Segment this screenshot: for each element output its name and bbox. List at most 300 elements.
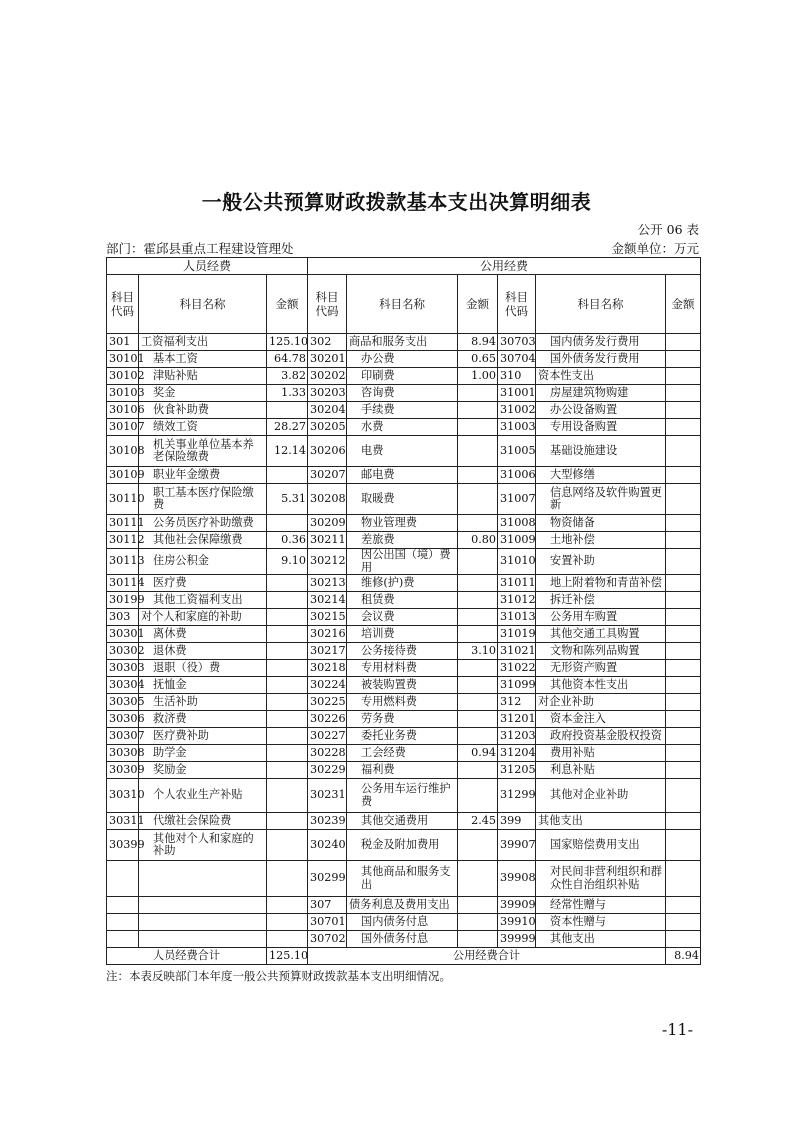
cell-name: 手续费 <box>347 402 458 419</box>
cell-name: 其他支出 <box>536 813 666 830</box>
cell-code: 30299 <box>308 861 347 897</box>
cell-code: 30311 <box>107 813 139 830</box>
cell-name: 电费 <box>347 436 458 467</box>
cell-name: 专用材料费 <box>347 660 458 677</box>
cell-amount <box>458 728 498 745</box>
cell-code: 30239 <box>308 813 347 830</box>
cell-code: 30214 <box>308 592 347 609</box>
cell-code: 30114 <box>107 575 139 592</box>
cell-code: 30201 <box>308 351 347 368</box>
cell-name: 拆迁补偿 <box>536 592 666 609</box>
cell-amount <box>666 813 701 830</box>
cell-code: 30704 <box>498 351 536 368</box>
table-row <box>107 549 701 575</box>
table-row <box>107 931 701 948</box>
cell-amount <box>666 711 701 728</box>
cell-name: 救济费 <box>139 711 267 728</box>
cell-code: 30212 <box>308 549 347 575</box>
cell-code: 30302 <box>107 643 139 660</box>
cell-amount <box>458 467 498 484</box>
table-row <box>107 436 701 467</box>
cell-code: 30102 <box>107 368 139 385</box>
cell-code: 30213 <box>308 575 347 592</box>
cell-code: 30207 <box>308 467 347 484</box>
cell-name: 代缴社会保险费 <box>139 813 267 830</box>
cell-code: 30310 <box>107 779 139 813</box>
cell-amount <box>458 419 498 436</box>
cell-amount <box>458 575 498 592</box>
cell-amount <box>267 660 308 677</box>
cell-amount <box>267 402 308 419</box>
cell-amount: 8.94 <box>458 334 498 351</box>
cell-amount <box>666 532 701 549</box>
cell-amount <box>458 861 498 897</box>
cell-name: 印刷费 <box>347 368 458 385</box>
cell-code: 399 <box>498 813 536 830</box>
cell-code: 31011 <box>498 575 536 592</box>
cell-code: 30399 <box>107 830 139 861</box>
cell-code: 31012 <box>498 592 536 609</box>
cell-code: 30701 <box>308 914 347 931</box>
cell-name: 专用设备购置 <box>536 419 666 436</box>
cell-amount <box>458 515 498 532</box>
cell-amount <box>458 592 498 609</box>
cell-amount <box>267 626 308 643</box>
cell-name: 差旅费 <box>347 532 458 549</box>
cell-code: 312 <box>498 694 536 711</box>
table-row <box>107 779 701 813</box>
cell-amount <box>458 484 498 515</box>
cell-name: 公务用车运行维护费 <box>347 779 458 813</box>
cell-code: 30103 <box>107 385 139 402</box>
cell-name: 对个人和家庭的补助 <box>139 609 267 626</box>
cell-code: 30301 <box>107 626 139 643</box>
cell-name: 费用补贴 <box>536 745 666 762</box>
cell-name: 因公出国（境）费用 <box>347 549 458 575</box>
cell-code: 30224 <box>308 677 347 694</box>
cell-name: 专用燃料费 <box>347 694 458 711</box>
public-total-value: 8.94 <box>666 948 701 965</box>
table-row <box>107 643 701 660</box>
cell-code: 31019 <box>498 626 536 643</box>
cell-amount <box>267 728 308 745</box>
cell-amount <box>267 609 308 626</box>
cell-name: 无形资产购置 <box>536 660 666 677</box>
cell-code: 30702 <box>308 931 347 948</box>
cell-amount <box>666 861 701 897</box>
cell-amount: 3.10 <box>458 643 498 660</box>
col-header-code: 科目代码 <box>107 275 139 334</box>
cell-amount <box>267 575 308 592</box>
cell-amount <box>267 677 308 694</box>
cell-name: 公务员医疗补助缴费 <box>139 515 267 532</box>
cell-code: 31003 <box>498 419 536 436</box>
cell-amount <box>666 830 701 861</box>
group-header-public: 公用经费 <box>308 258 701 275</box>
table-row <box>107 813 701 830</box>
cell-code: 39909 <box>498 897 536 914</box>
cell-code: 30199 <box>107 592 139 609</box>
cell-name: 国内债务付息 <box>347 914 458 931</box>
cell-name: 利息补贴 <box>536 762 666 779</box>
cell-name: 其他交通工具购置 <box>536 626 666 643</box>
cell-name: 伙食补助费 <box>139 402 267 419</box>
cell-name: 福利费 <box>347 762 458 779</box>
cell-name: 邮电费 <box>347 467 458 484</box>
personnel-total-label: 人员经费合计 <box>107 948 267 965</box>
cell-name: 经常性赠与 <box>536 897 666 914</box>
table-row <box>107 368 701 385</box>
cell-name: 其他商品和服务支出 <box>347 861 458 897</box>
cell-code: 30229 <box>308 762 347 779</box>
cell-code <box>107 914 139 931</box>
col-header-name: 科目名称 <box>347 275 458 334</box>
cell-code: 30226 <box>308 711 347 728</box>
cell-amount <box>267 914 308 931</box>
cell-amount <box>267 813 308 830</box>
footnote: 注：本表反映部门本年度一般公共预算财政拨款基本支出明细情况。 <box>106 969 451 983</box>
cell-amount: 1.00 <box>458 368 498 385</box>
cell-code: 31009 <box>498 532 536 549</box>
cell-name: 离休费 <box>139 626 267 643</box>
cell-amount <box>666 385 701 402</box>
cell-name: 国家赔偿费用支出 <box>536 830 666 861</box>
cell-amount <box>267 779 308 813</box>
col-header-amount: 金额 <box>666 275 701 334</box>
cell-name: 住房公积金 <box>139 549 267 575</box>
cell-amount <box>666 484 701 515</box>
table-row <box>107 677 701 694</box>
table-row <box>107 609 701 626</box>
cell-amount <box>458 914 498 931</box>
cell-name: 委托业务费 <box>347 728 458 745</box>
cell-code: 301 <box>107 334 139 351</box>
cell-code <box>107 897 139 914</box>
cell-name: 国内债务发行费用 <box>536 334 666 351</box>
cell-code: 31006 <box>498 467 536 484</box>
expenditure-table <box>106 257 701 965</box>
cell-code: 307 <box>308 897 347 914</box>
cell-amount <box>267 745 308 762</box>
personnel-total-value: 125.10 <box>267 948 308 965</box>
cell-code: 30308 <box>107 745 139 762</box>
cell-code: 31099 <box>498 677 536 694</box>
cell-name: 信息网络及软件购置更新 <box>536 484 666 515</box>
cell-code: 30101 <box>107 351 139 368</box>
cell-amount <box>666 419 701 436</box>
cell-amount: 0.80 <box>458 532 498 549</box>
cell-name: 对企业补助 <box>536 694 666 711</box>
cell-name: 公务用车购置 <box>536 609 666 626</box>
cell-name: 取暖费 <box>347 484 458 515</box>
cell-code: 30303 <box>107 660 139 677</box>
cell-code: 30227 <box>308 728 347 745</box>
cell-code: 31022 <box>498 660 536 677</box>
cell-code: 30218 <box>308 660 347 677</box>
table-row <box>107 914 701 931</box>
cell-amount <box>666 931 701 948</box>
cell-code: 31005 <box>498 436 536 467</box>
cell-amount <box>666 694 701 711</box>
cell-amount <box>267 861 308 897</box>
cell-name: 被装购置费 <box>347 677 458 694</box>
cell-code: 30111 <box>107 515 139 532</box>
cell-name: 生活补助 <box>139 694 267 711</box>
cell-name: 其他资本性支出 <box>536 677 666 694</box>
cell-code: 30107 <box>107 419 139 436</box>
table-row <box>107 897 701 914</box>
cell-amount <box>666 592 701 609</box>
cell-name: 培训费 <box>347 626 458 643</box>
cell-amount <box>666 436 701 467</box>
cell-code: 30225 <box>308 694 347 711</box>
col-header-name: 科目名称 <box>139 275 267 334</box>
cell-name: 机关事业单位基本养老保险缴费 <box>139 436 267 467</box>
cell-amount: 0.65 <box>458 351 498 368</box>
cell-amount: 0.94 <box>458 745 498 762</box>
cell-name: 物业管理费 <box>347 515 458 532</box>
cell-name: 医疗费 <box>139 575 267 592</box>
cell-name: 职业年金缴费 <box>139 467 267 484</box>
cell-amount <box>267 467 308 484</box>
cell-name: 其他交通费用 <box>347 813 458 830</box>
cell-name: 政府投资基金股权投资 <box>536 728 666 745</box>
cell-amount <box>458 779 498 813</box>
cell-code: 30215 <box>308 609 347 626</box>
cell-amount: 28.27 <box>267 419 308 436</box>
cell-amount <box>267 694 308 711</box>
cell-amount <box>458 830 498 861</box>
cell-amount <box>666 728 701 745</box>
cell-amount <box>267 897 308 914</box>
cell-name: 债务利息及费用支出 <box>347 897 458 914</box>
cell-name <box>139 931 267 948</box>
table-row <box>107 385 701 402</box>
cell-code: 30205 <box>308 419 347 436</box>
cell-name: 医疗费补助 <box>139 728 267 745</box>
cell-amount: 1.33 <box>267 385 308 402</box>
cell-name: 水费 <box>347 419 458 436</box>
cell-amount <box>666 643 701 660</box>
cell-name: 大型修缮 <box>536 467 666 484</box>
cell-code: 30217 <box>308 643 347 660</box>
cell-code: 31203 <box>498 728 536 745</box>
cell-name: 地上附着物和青苗补偿 <box>536 575 666 592</box>
cell-amount <box>666 914 701 931</box>
col-header-amount: 金额 <box>458 275 498 334</box>
cell-code: 30307 <box>107 728 139 745</box>
cell-amount <box>666 779 701 813</box>
cell-code: 31201 <box>498 711 536 728</box>
cell-code: 30203 <box>308 385 347 402</box>
col-header-name: 科目名称 <box>536 275 666 334</box>
table-row <box>107 626 701 643</box>
cell-amount: 125.10 <box>267 334 308 351</box>
table-row <box>107 402 701 419</box>
table-row <box>107 532 701 549</box>
cell-amount <box>267 762 308 779</box>
cell-name: 资本性赠与 <box>536 914 666 931</box>
cell-name: 其他社会保障缴费 <box>139 532 267 549</box>
cell-code: 31002 <box>498 402 536 419</box>
cell-name: 其他工资福利支出 <box>139 592 267 609</box>
table-row <box>107 351 701 368</box>
cell-amount <box>666 334 701 351</box>
cell-name: 其他对个人和家庭的补助 <box>139 830 267 861</box>
cell-name: 职工基本医疗保险缴费 <box>139 484 267 515</box>
cell-code: 30109 <box>107 467 139 484</box>
cell-amount <box>267 592 308 609</box>
department-label: 部门：霍邱县重点工程建设管理处 <box>106 241 294 256</box>
cell-name: 会议费 <box>347 609 458 626</box>
cell-amount <box>458 402 498 419</box>
cell-name: 物资储备 <box>536 515 666 532</box>
cell-amount <box>666 762 701 779</box>
cell-amount <box>666 626 701 643</box>
cell-name: 退休费 <box>139 643 267 660</box>
cell-amount <box>458 436 498 467</box>
cell-amount <box>666 351 701 368</box>
cell-name: 抚恤金 <box>139 677 267 694</box>
cell-amount <box>666 897 701 914</box>
cell-code: 31007 <box>498 484 536 515</box>
cell-amount <box>666 677 701 694</box>
cell-amount <box>458 549 498 575</box>
table-row <box>107 694 701 711</box>
cell-amount <box>666 515 701 532</box>
cell-code: 31001 <box>498 385 536 402</box>
cell-code: 30228 <box>308 745 347 762</box>
table-row <box>107 419 701 436</box>
cell-code: 30306 <box>107 711 139 728</box>
cell-code: 30208 <box>308 484 347 515</box>
cell-name: 办公设备购置 <box>536 402 666 419</box>
group-header-personnel: 人员经费 <box>107 258 308 275</box>
cell-amount <box>666 745 701 762</box>
cell-name: 工资福利支出 <box>139 334 267 351</box>
cell-code: 31299 <box>498 779 536 813</box>
cell-name: 土地补偿 <box>536 532 666 549</box>
cell-name: 对民间非营利组织和群众性自治组织补贴 <box>536 861 666 897</box>
cell-code: 30231 <box>308 779 347 813</box>
table-row <box>107 762 701 779</box>
cell-amount <box>267 515 308 532</box>
cell-amount <box>666 402 701 419</box>
cell-amount <box>458 660 498 677</box>
cell-name: 咨询费 <box>347 385 458 402</box>
cell-name: 税金及附加费用 <box>347 830 458 861</box>
page-number: -11- <box>661 1020 693 1039</box>
table-row <box>107 660 701 677</box>
cell-name: 资本金注入 <box>536 711 666 728</box>
cell-amount <box>666 467 701 484</box>
cell-name: 商品和服务支出 <box>347 334 458 351</box>
cell-name: 办公费 <box>347 351 458 368</box>
cell-name: 文物和陈列品购置 <box>536 643 666 660</box>
cell-name: 租赁费 <box>347 592 458 609</box>
cell-amount <box>666 609 701 626</box>
cell-name: 资本性支出 <box>536 368 666 385</box>
cell-name <box>139 861 267 897</box>
table-row <box>107 711 701 728</box>
cell-code: 39907 <box>498 830 536 861</box>
cell-name: 奖金 <box>139 385 267 402</box>
cell-name <box>139 897 267 914</box>
cell-code: 30240 <box>308 830 347 861</box>
col-header-code: 科目代码 <box>498 275 536 334</box>
cell-name <box>139 914 267 931</box>
cell-code <box>107 861 139 897</box>
cell-code: 30108 <box>107 436 139 467</box>
cell-code: 39908 <box>498 861 536 897</box>
cell-amount <box>458 762 498 779</box>
page-title: 一般公共预算财政拨款基本支出决算明细表 <box>201 190 592 214</box>
cell-name: 基础设施建设 <box>536 436 666 467</box>
cell-code: 30206 <box>308 436 347 467</box>
cell-name: 维修(护)费 <box>347 575 458 592</box>
cell-name: 国外债务付息 <box>347 931 458 948</box>
cell-name: 国外债务发行费用 <box>536 351 666 368</box>
cell-amount <box>458 694 498 711</box>
cell-amount <box>267 830 308 861</box>
cell-code: 31205 <box>498 762 536 779</box>
cell-code: 39910 <box>498 914 536 931</box>
cell-amount <box>458 385 498 402</box>
cell-amount: 5.31 <box>267 484 308 515</box>
cell-amount: 2.45 <box>458 813 498 830</box>
cell-code: 30110 <box>107 484 139 515</box>
cell-name: 其他对企业补助 <box>536 779 666 813</box>
cell-code: 39999 <box>498 931 536 948</box>
col-header-code: 科目代码 <box>308 275 347 334</box>
cell-code: 303 <box>107 609 139 626</box>
cell-code: 310 <box>498 368 536 385</box>
cell-code: 31010 <box>498 549 536 575</box>
cell-code: 30304 <box>107 677 139 694</box>
cell-amount <box>666 368 701 385</box>
cell-amount: 0.36 <box>267 532 308 549</box>
table-row <box>107 515 701 532</box>
cell-code: 30305 <box>107 694 139 711</box>
cell-amount <box>267 643 308 660</box>
cell-amount: 64.78 <box>267 351 308 368</box>
table-row <box>107 861 701 897</box>
cell-name: 个人农业生产补贴 <box>139 779 267 813</box>
cell-code: 30703 <box>498 334 536 351</box>
cell-code: 31021 <box>498 643 536 660</box>
cell-code: 30216 <box>308 626 347 643</box>
cell-name: 劳务费 <box>347 711 458 728</box>
table-row <box>107 484 701 515</box>
cell-code: 30202 <box>308 368 347 385</box>
cell-code: 30211 <box>308 532 347 549</box>
amount-unit-label: 金额单位：万元 <box>611 241 699 256</box>
form-number: 公开 06 表 <box>637 222 699 237</box>
cell-code: 30112 <box>107 532 139 549</box>
cell-name: 基本工资 <box>139 351 267 368</box>
cell-amount: 12.14 <box>267 436 308 467</box>
cell-code: 302 <box>308 334 347 351</box>
cell-name: 绩效工资 <box>139 419 267 436</box>
cell-code <box>107 931 139 948</box>
cell-name: 房屋建筑物购建 <box>536 385 666 402</box>
cell-name: 安置补助 <box>536 549 666 575</box>
table-row <box>107 592 701 609</box>
cell-code: 30204 <box>308 402 347 419</box>
cell-amount <box>458 931 498 948</box>
cell-code: 30106 <box>107 402 139 419</box>
col-header-amount: 金额 <box>267 275 308 334</box>
